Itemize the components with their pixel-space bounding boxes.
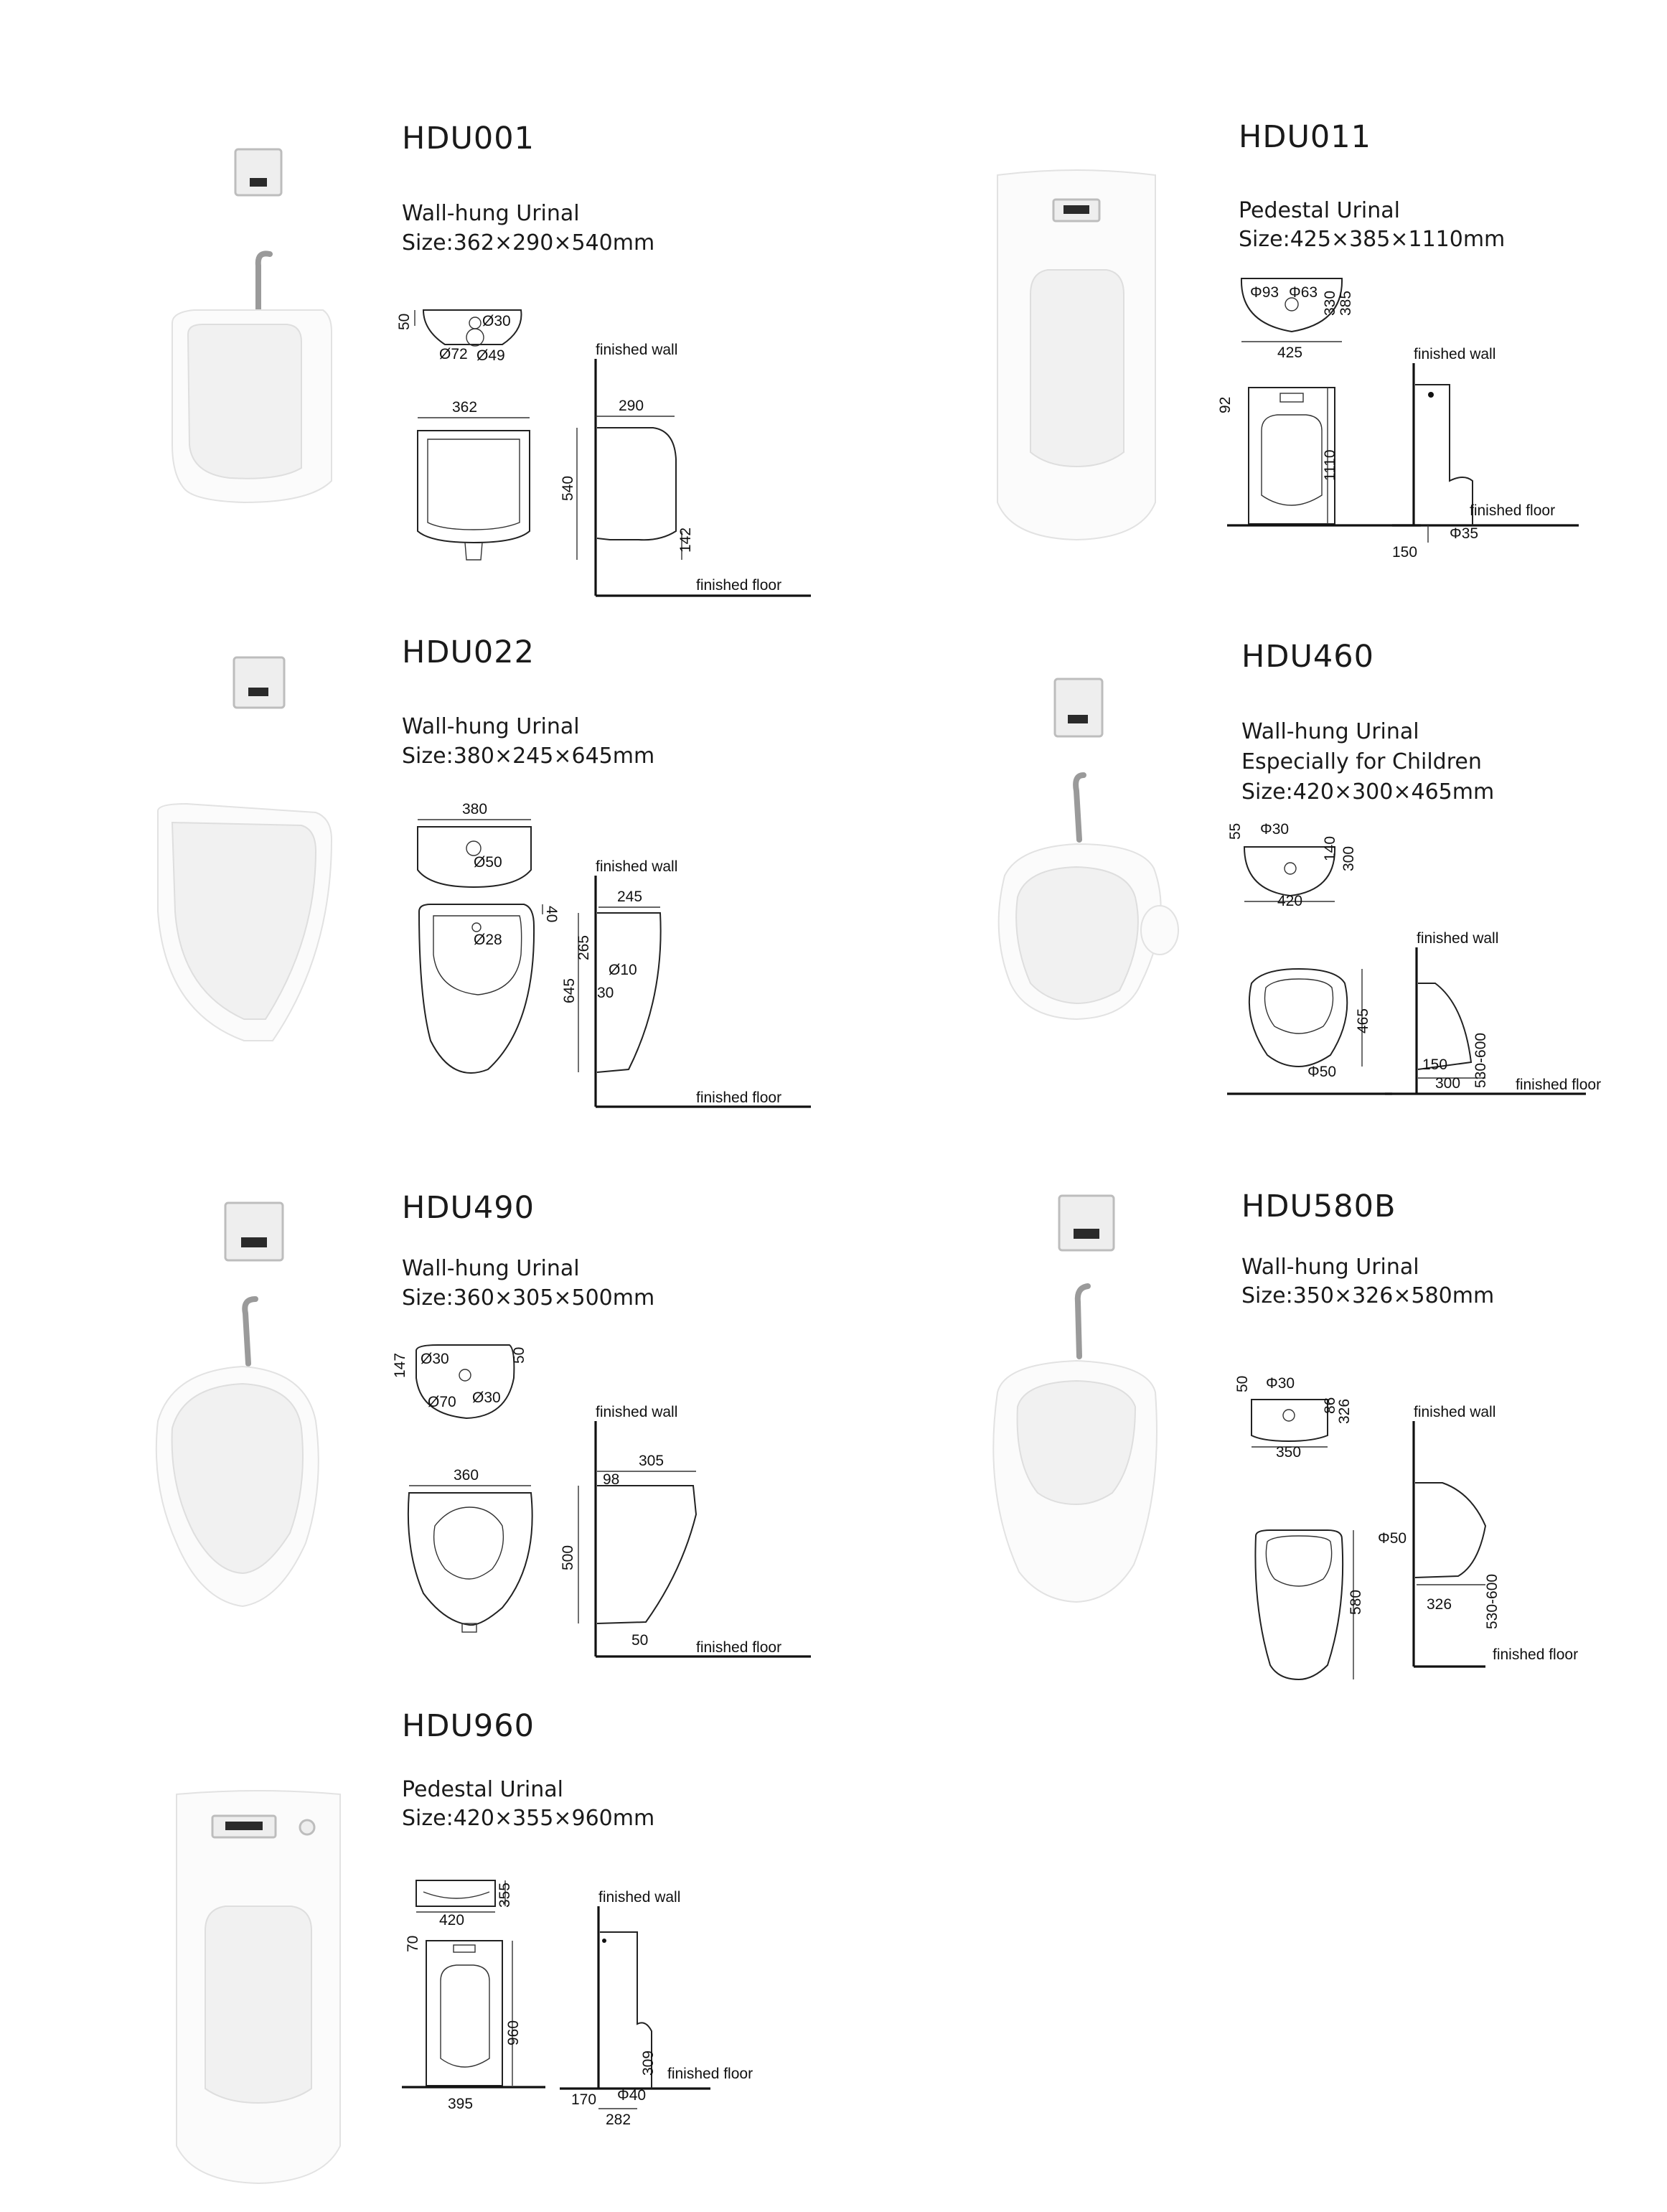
finished-floor-label: finished floor [696,1089,782,1106]
hdu011-top-view [1220,273,1363,366]
svg-text:530-600: 530-600 [1473,1032,1489,1088]
svg-text:92: 92 [1217,396,1234,413]
svg-text:300: 300 [1435,1075,1461,1092]
hdu490-side-view [560,1400,825,1665]
svg-text:Φ63: Φ63 [1289,284,1318,301]
hdu022-front-view [409,897,567,1084]
svg-text:142: 142 [677,527,694,553]
svg-text:Φ40: Φ40 [617,2087,647,2104]
hdu460-front-view [1227,962,1385,1091]
product-type: Wall-hung Urinal [402,201,580,226]
svg-text:645: 645 [561,978,578,1003]
hdu022-photo [144,653,344,1048]
flush-pipe-icon [1076,775,1084,840]
finished-wall-label: finished wall [1417,930,1499,947]
svg-text:70: 70 [405,1935,421,1952]
hdu011-photo [983,165,1170,545]
svg-text:305: 305 [639,1453,665,1469]
svg-text:420: 420 [1277,893,1303,909]
svg-text:55: 55 [1227,823,1244,840]
hdu490-photo [136,1199,337,1615]
hdu001-side-view [560,337,825,603]
product-type: Pedestal Urinal [1239,198,1400,223]
product-size: Size:360×305×500mm [402,1285,655,1311]
hdu580b-front-view [1241,1522,1385,1687]
hdu022-top-view [409,801,553,890]
hdu580b-side-view [1378,1400,1636,1672]
finished-floor-label: finished floor [696,1639,782,1656]
finished-wall-label: finished wall [596,342,678,358]
product-size: Size:362×290×540mm [402,230,655,256]
hdu490-top-view [388,1335,545,1428]
sensor-icon [1055,679,1102,736]
svg-text:150: 150 [1422,1056,1448,1073]
product-type: Pedestal Urinal [402,1777,563,1802]
finished-wall-label: finished wall [598,1889,681,1906]
finished-floor-label: finished floor [1470,502,1556,519]
svg-text:40: 40 [543,906,560,923]
svg-text:395: 395 [448,2096,474,2112]
hdu960-front-view [402,1923,545,2117]
svg-text:147: 147 [392,1352,408,1378]
model-title: HDU460 [1241,639,1374,675]
svg-text:98: 98 [603,1471,620,1488]
svg-text:Ø30: Ø30 [472,1389,501,1406]
svg-text:290: 290 [619,398,644,414]
model-title: HDU490 [402,1190,535,1226]
svg-text:330: 330 [1322,290,1338,316]
product-type: Wall-hung Urinal [1241,1255,1419,1280]
product-note: Especially for Children [1241,749,1482,774]
svg-text:50: 50 [396,313,413,330]
svg-text:265: 265 [576,934,592,960]
svg-text:350: 350 [1276,1444,1302,1461]
svg-text:Φ35: Φ35 [1450,525,1479,542]
svg-text:245: 245 [617,889,643,905]
hdu580b-top-view [1234,1371,1363,1461]
svg-text:50: 50 [511,1346,527,1364]
svg-text:420: 420 [439,1912,465,1929]
svg-text:326: 326 [1427,1596,1452,1613]
svg-text:360: 360 [454,1467,479,1484]
product-size: Size:425×385×1110mm [1239,227,1506,252]
finished-floor-label: finished floor [1516,1077,1602,1093]
product-type: Wall-hung Urinal [1241,719,1419,744]
svg-text:50: 50 [631,1632,649,1649]
model-title: HDU580B [1241,1189,1396,1224]
hdu011-front-view [1217,373,1407,567]
svg-text:Ø70: Ø70 [428,1394,456,1410]
svg-text:425: 425 [1277,345,1303,361]
svg-text:1110: 1110 [1322,449,1338,481]
svg-text:326: 326 [1336,1398,1353,1424]
svg-text:465: 465 [1355,1008,1371,1034]
svg-text:355: 355 [497,1882,513,1908]
svg-text:Ø49: Ø49 [476,347,505,364]
svg-text:580: 580 [1348,1589,1364,1615]
svg-text:282: 282 [606,2112,631,2128]
svg-text:Ø28: Ø28 [474,932,502,948]
finished-wall-label: finished wall [1414,346,1496,362]
hdu001-photo [144,144,344,531]
svg-text:960: 960 [505,2020,522,2045]
finished-floor-label: finished floor [667,2066,753,2082]
svg-text:Φ50: Φ50 [1307,1064,1337,1080]
product-size: Size:420×300×465mm [1241,779,1495,805]
hdu460-photo [976,675,1191,1055]
hdu460-top-view [1227,818,1371,911]
flush-pipe-icon [1078,1286,1088,1356]
hdu960-photo [165,1787,352,2189]
model-title: HDU022 [402,634,535,670]
svg-text:Ø10: Ø10 [609,962,637,978]
svg-text:Ø30: Ø30 [421,1351,449,1367]
svg-text:Φ30: Φ30 [1266,1375,1295,1392]
product-size: Size:420×355×960mm [402,1806,655,1831]
svg-text:50: 50 [1234,1375,1251,1392]
sensor-icon [235,149,281,195]
svg-text:140: 140 [1322,835,1338,861]
hdu001-top-view [396,301,531,380]
svg-text:Φ30: Φ30 [1260,821,1290,838]
svg-text:385: 385 [1338,290,1354,316]
finished-wall-label: finished wall [1414,1404,1496,1420]
sensor-icon [225,1203,283,1260]
svg-text:540: 540 [560,475,576,501]
svg-text:Φ93: Φ93 [1250,284,1279,301]
svg-text:Ø30: Ø30 [482,313,511,329]
hdu001-front-view [409,399,553,567]
hdu460-side-view [1407,926,1665,1112]
svg-text:150: 150 [1392,544,1418,561]
flush-pipe-icon [258,253,270,316]
model-title: HDU960 [402,1708,535,1744]
svg-text:300: 300 [1340,845,1357,871]
model-title: HDU001 [402,121,535,156]
svg-text:Ø50: Ø50 [474,854,502,871]
finished-floor-label: finished floor [696,577,782,594]
hdu022-side-view [561,854,825,1112]
model-title: HDU011 [1239,119,1371,155]
svg-text:530-600: 530-600 [1484,1573,1501,1629]
svg-text:380: 380 [462,801,488,817]
product-type: Wall-hung Urinal [402,1256,580,1281]
svg-text:500: 500 [560,1545,576,1570]
finished-wall-label: finished wall [596,858,678,875]
hdu011-side-view [1392,337,1665,567]
svg-text:Ø72: Ø72 [439,346,468,362]
svg-text:30: 30 [597,985,614,1001]
sensor-icon [234,657,284,708]
svg-text:Φ50: Φ50 [1378,1530,1407,1547]
product-size: Size:350×326×580mm [1241,1283,1495,1308]
product-type: Wall-hung Urinal [402,714,580,739]
finished-wall-label: finished wall [596,1404,678,1420]
hdu960-side-view [560,1880,818,2132]
hdu960-top-view [402,1866,531,1931]
flush-pipe-icon [245,1299,255,1364]
hdu490-front-view [395,1464,553,1636]
product-size: Size:380×245×645mm [402,744,655,769]
svg-text:309: 309 [640,2050,657,2076]
svg-text:86: 86 [1322,1397,1338,1414]
svg-text:170: 170 [571,2091,597,2108]
finished-floor-label: finished floor [1493,1646,1579,1663]
svg-text:362: 362 [452,399,478,416]
hdu580b-photo [969,1191,1184,1608]
sensor-icon [1059,1196,1114,1250]
